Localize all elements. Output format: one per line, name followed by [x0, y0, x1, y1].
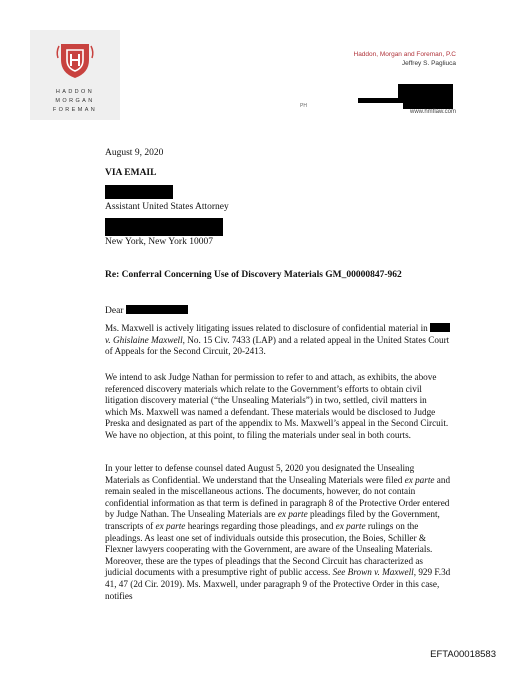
- letter-date: August 9, 2020: [105, 148, 164, 158]
- p3-ex-parte: ex parte: [335, 520, 366, 531]
- document-id: EFTA00018583: [430, 649, 496, 660]
- p1-text-b: , No. 15 Civ. 7433 (LAP) and a related appeal in the United States Court of Appeals for the Second Circuit, 20-2413.: [105, 334, 450, 357]
- redaction: [105, 185, 173, 199]
- p3-text-6: , 929 F.3d 41, 47 (2d Cir. 2019). Ms. Maxwell, under paragraph 9 of the Protective Order in this case, notifies: [105, 567, 451, 601]
- p3-text-1: In your letter to defense counsel dated August 5, 2020 you designated the Unsealing Materials as Confidential. We understand that the Unsealing Materials were filed: [105, 463, 415, 485]
- p3-ex-parte: ex parte: [277, 509, 308, 520]
- re-line: Re: Conferral Concerning Use of Discovery Materials GM_00000847-962: [105, 270, 402, 280]
- recipient-city: New York, New York 10007: [105, 237, 213, 247]
- p3-citation: See Brown v. Maxwell: [332, 567, 414, 578]
- p3-text-5: rulings on the pleadings. As least one set of individuals outside this prosecution, the Boies, Schiller & Flexner lawyers cooperating with the Government, are aware of the Unsealing Materials. Moreover, these are the types of pleadings that the Second Circuit has characterized as judicial documents with a presumptive right of public access.: [105, 520, 433, 578]
- delivery-method: VIA EMAIL: [105, 168, 157, 178]
- paragraph-3: [105, 463, 451, 602]
- p1-case-name: v. Ghislaine Maxwell: [105, 334, 183, 345]
- salutation-word: Dear: [105, 306, 124, 316]
- logo-firm-lines: [30, 88, 120, 115]
- paragraph-1: [105, 323, 451, 358]
- p3-text-3: pleadings filed by the Government, transcripts of: [105, 509, 440, 531]
- logo-line-2: MORGAN: [55, 98, 95, 104]
- redaction: [430, 323, 450, 332]
- shield-icon: [55, 40, 95, 80]
- p3-ex-parte: ex parte: [404, 474, 435, 485]
- logo-line-3: FOREMAN: [52, 107, 98, 113]
- p2-text: We intend to ask Judge Nathan for permission to refer to and attach, as exhibits, the above referenced discovery materials which relate to the Government’s efforts to obtain civil litigation discovery material (“the Unsealing Materials”) in two, settled, civil matters in which Ms. Maxwell was named a defendant. These materials would be disclosed to Judge Preska and designated as part of the appendix to Ms. Maxwell’s appeal in the Second Circuit. We have no objection, at this point, to filing the materials under seal in both courts.: [105, 372, 449, 440]
- firm-logo: [30, 30, 120, 120]
- paragraph-2: [105, 372, 451, 442]
- salutation: [105, 305, 188, 316]
- website-link[interactable]: www.hmflaw.com: [409, 109, 456, 115]
- p3-text-2: and remain sealed in the miscellaneous actions. The documents, however, do not contain confidential information as that term is defined in paragraph 8 of the Protective Order entered by Judge Nathan. The Unsealing Materials are: [105, 474, 451, 520]
- firm-name: Haddon, Morgan and Foreman, P.C: [353, 51, 456, 58]
- p1-text-a: Ms. Maxwell is actively litigating issues related to disclosure of confidential material in: [105, 323, 428, 333]
- redaction: [126, 305, 188, 314]
- p3-ex-parte: ex parte: [155, 520, 186, 531]
- p3-text-4: hearings regarding those pleadings, and: [187, 520, 334, 531]
- sender-name: Jeffrey S. Pagliuca: [401, 60, 456, 67]
- contact-block: [299, 103, 456, 116]
- letterhead: [354, 50, 457, 68]
- redaction: [105, 218, 223, 236]
- logo-line-1: HADDON: [55, 89, 95, 95]
- redaction: [398, 84, 453, 98]
- recipient-title: Assistant United States Attorney: [105, 202, 229, 212]
- phone-prefix: PH: [299, 103, 307, 109]
